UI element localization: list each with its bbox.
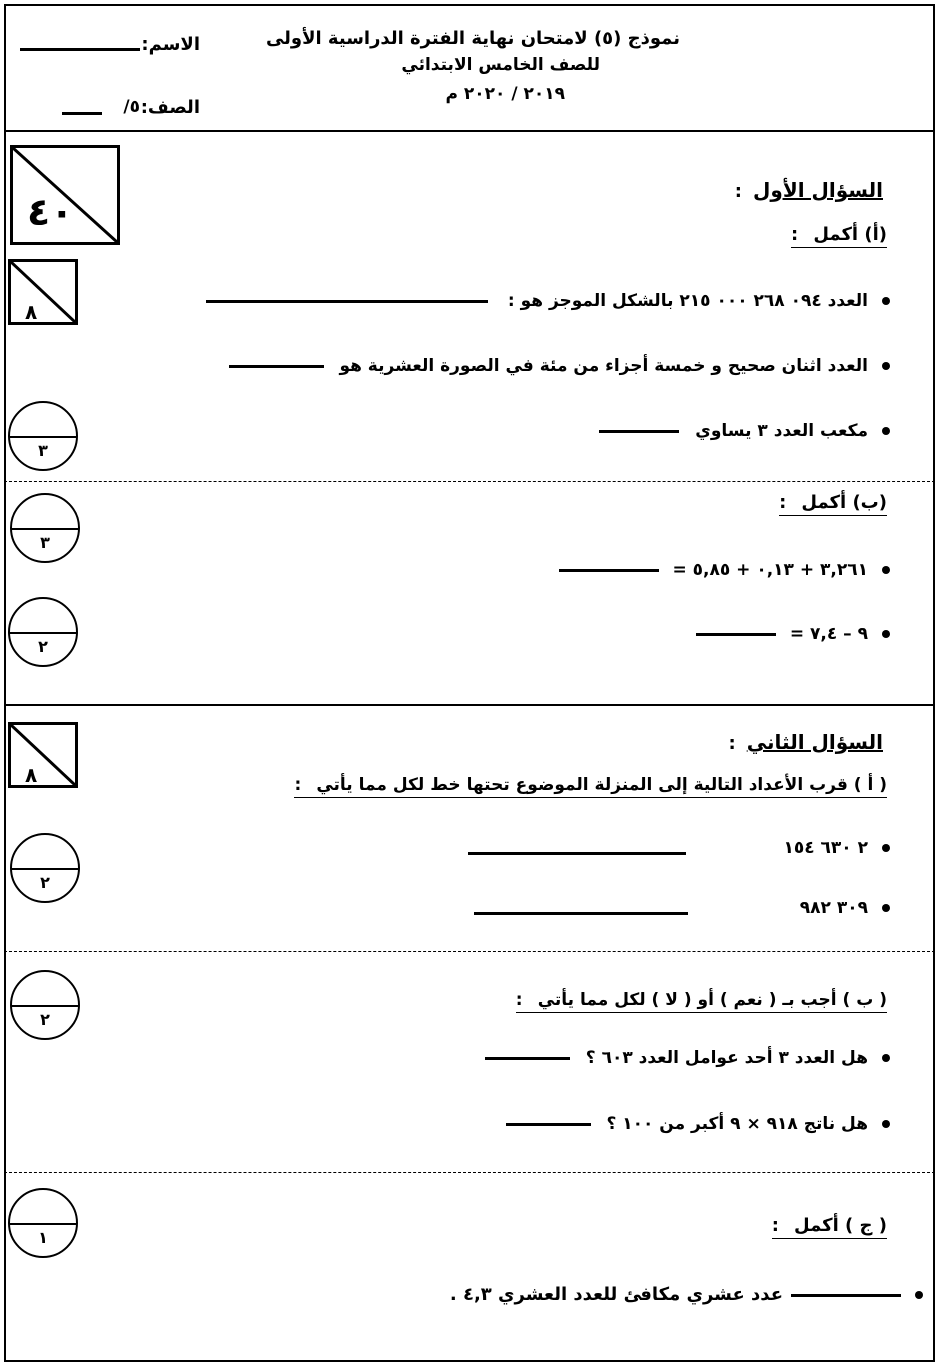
class-value: ٥/	[123, 97, 140, 117]
total-score-box	[10, 145, 120, 245]
bullet-icon	[882, 630, 890, 638]
q1-a-item-3	[599, 421, 890, 441]
name-label: الاسم:	[141, 34, 200, 55]
q1-part-a-score-box	[8, 259, 78, 325]
bullet-icon	[882, 297, 890, 305]
header-title-line2: للصف الخامس الابتدائي	[401, 55, 600, 75]
q2-part-a-colon: :	[294, 775, 302, 795]
q2-b-item-2	[506, 1114, 890, 1134]
q1-a-item-3-answer[interactable]	[599, 430, 679, 433]
q2-part-c-label: ( ج ) أكمل	[794, 1215, 887, 1236]
bullet-icon	[882, 904, 890, 912]
class-label: الصف:	[140, 97, 200, 118]
q1-a-item-1	[206, 291, 890, 311]
q2-b-item-1	[485, 1048, 890, 1068]
q1-b-score-circle-2	[8, 597, 78, 667]
q1-part-a-score: ٨	[25, 300, 38, 324]
q1-part-b-label-row	[779, 492, 887, 516]
q2-b-item-1-answer[interactable]	[485, 1057, 570, 1060]
header-title-line3: ٢٠١٩ / ٢٠٢٠ م	[445, 84, 565, 104]
q2-b-item-2-text: هل ناتج ٩١٨ × ٩ أكبر من ١٠٠ ؟	[606, 1114, 868, 1134]
q1-part-a-score-diagonal	[11, 262, 75, 322]
q1-title-row	[735, 178, 883, 202]
q1-a-divider	[4, 481, 935, 482]
q1-b-score-2: ٢	[38, 637, 48, 656]
q1-b-item-1-text: ٣,٢٦١ + ٠,١٣ + ٥,٨٥ =	[672, 560, 868, 580]
q2-a-item-2-answer[interactable]	[474, 912, 688, 915]
q2-title-colon: :	[728, 733, 736, 754]
q2-a-item-1	[783, 838, 890, 858]
q1-a-item-score: ٣	[38, 441, 48, 460]
q2-c-score-circle	[8, 1188, 78, 1258]
q1-b-item-2	[696, 624, 890, 644]
q2-title: السؤال الثاني	[746, 730, 883, 754]
q2-a-item-1-text: ٢ ٦٣٠ ١٥٤	[783, 838, 868, 858]
bullet-icon	[882, 1054, 890, 1062]
q1-part-b-label: (ب) أكمل	[801, 492, 887, 513]
header-divider	[4, 130, 935, 132]
q2-b-item-2-answer[interactable]	[506, 1123, 591, 1126]
q2-b-divider	[4, 1172, 935, 1173]
q2-a-divider	[4, 951, 935, 952]
q1-a-item-1-answer[interactable]	[206, 300, 488, 303]
bullet-icon	[915, 1291, 923, 1299]
q2-part-b-label-row	[516, 990, 887, 1013]
header-title-line1: نموذج (٥) لامتحان نهاية الفترة الدراسية الأولى	[265, 28, 680, 49]
total-score-value: ٤٠	[27, 190, 74, 234]
q2-part-b-label: ( ب ) أجب بـ ( نعم ) أو ( لا ) لكل مما يأتي	[537, 990, 887, 1010]
q2-score-diagonal	[11, 725, 75, 785]
q1-b-item-2-text: ٩ – ٧,٤ =	[789, 624, 868, 644]
q1-a-item-1-text: العدد ٠٩٤ ٢٦٨ ٠٠٠ ٢١٥ بالشكل الموجز هو :	[507, 291, 868, 311]
q1-a-item-3-text: مكعب العدد ٣ يساوي	[695, 421, 868, 441]
q2-b-item-1-text: هل العدد ٣ أحد عوامل العدد ٦٠٣ ؟	[585, 1048, 868, 1068]
bullet-icon	[882, 1120, 890, 1128]
q1-title: السؤال الأول	[753, 178, 883, 202]
q2-part-a-label-row	[294, 775, 887, 798]
q1-a-item-2-text: العدد اثنان صحيح و خمسة أجزاء من مئة في الصورة العشرية هو	[339, 356, 868, 376]
bullet-icon	[882, 362, 890, 370]
q2-a-score-circle	[10, 833, 80, 903]
q1-b-score-circle-1	[10, 493, 80, 563]
q2-a-score: ٢	[40, 873, 50, 892]
bullet-icon	[882, 566, 890, 574]
q1-b-item-1	[559, 560, 890, 580]
q1-a-item-2-answer[interactable]	[229, 365, 324, 368]
q2-part-c-label-row	[772, 1215, 887, 1239]
q1-part-a-label: (أ) أكمل	[813, 224, 887, 245]
q1-a-item-2	[229, 356, 890, 376]
q1-b-item-2-answer[interactable]	[696, 633, 776, 636]
q2-c-item-1-answer[interactable]	[791, 1294, 901, 1297]
q1-part-b-colon: :	[779, 492, 787, 513]
q2-a-item-1-answer[interactable]	[468, 852, 686, 855]
q2-a-item-2	[800, 898, 890, 918]
bullet-icon	[882, 844, 890, 852]
q2-title-row	[728, 730, 883, 754]
q1-b-score-1: ٣	[40, 533, 50, 552]
q2-c-score: ١	[38, 1228, 48, 1247]
page-frame	[4, 4, 935, 1362]
q2-c-item-1-text: عدد عشري مكافئ للعدد العشري ٤,٣ .	[449, 1284, 783, 1305]
q1-q2-divider	[4, 704, 935, 706]
q1-b-item-1-answer[interactable]	[559, 569, 659, 572]
class-field[interactable]	[62, 112, 102, 115]
q2-c-item-1	[450, 1284, 923, 1305]
q2-part-a-label: ( أ ) قرب الأعداد التالية إلى المنزلة الموضوع تحتها خط لكل مما يأتي	[316, 775, 887, 795]
q2-score-box	[8, 722, 78, 788]
q1-a-score-circle	[8, 401, 78, 471]
q1-part-a-label-row	[791, 224, 887, 248]
q1-part-a-colon: :	[791, 224, 799, 245]
q2-b-score: ٢	[40, 1010, 50, 1029]
q1-title-colon: :	[734, 181, 742, 202]
bullet-icon	[882, 427, 890, 435]
q2-part-c-colon: :	[771, 1215, 779, 1236]
q2-b-score-circle	[10, 970, 80, 1040]
name-field[interactable]	[20, 48, 140, 51]
q2-a-item-2-text: ٣٠٩ ٩٨٢	[799, 898, 868, 918]
q2-part-b-colon: :	[515, 990, 523, 1010]
q2-score: ٨	[25, 763, 38, 787]
